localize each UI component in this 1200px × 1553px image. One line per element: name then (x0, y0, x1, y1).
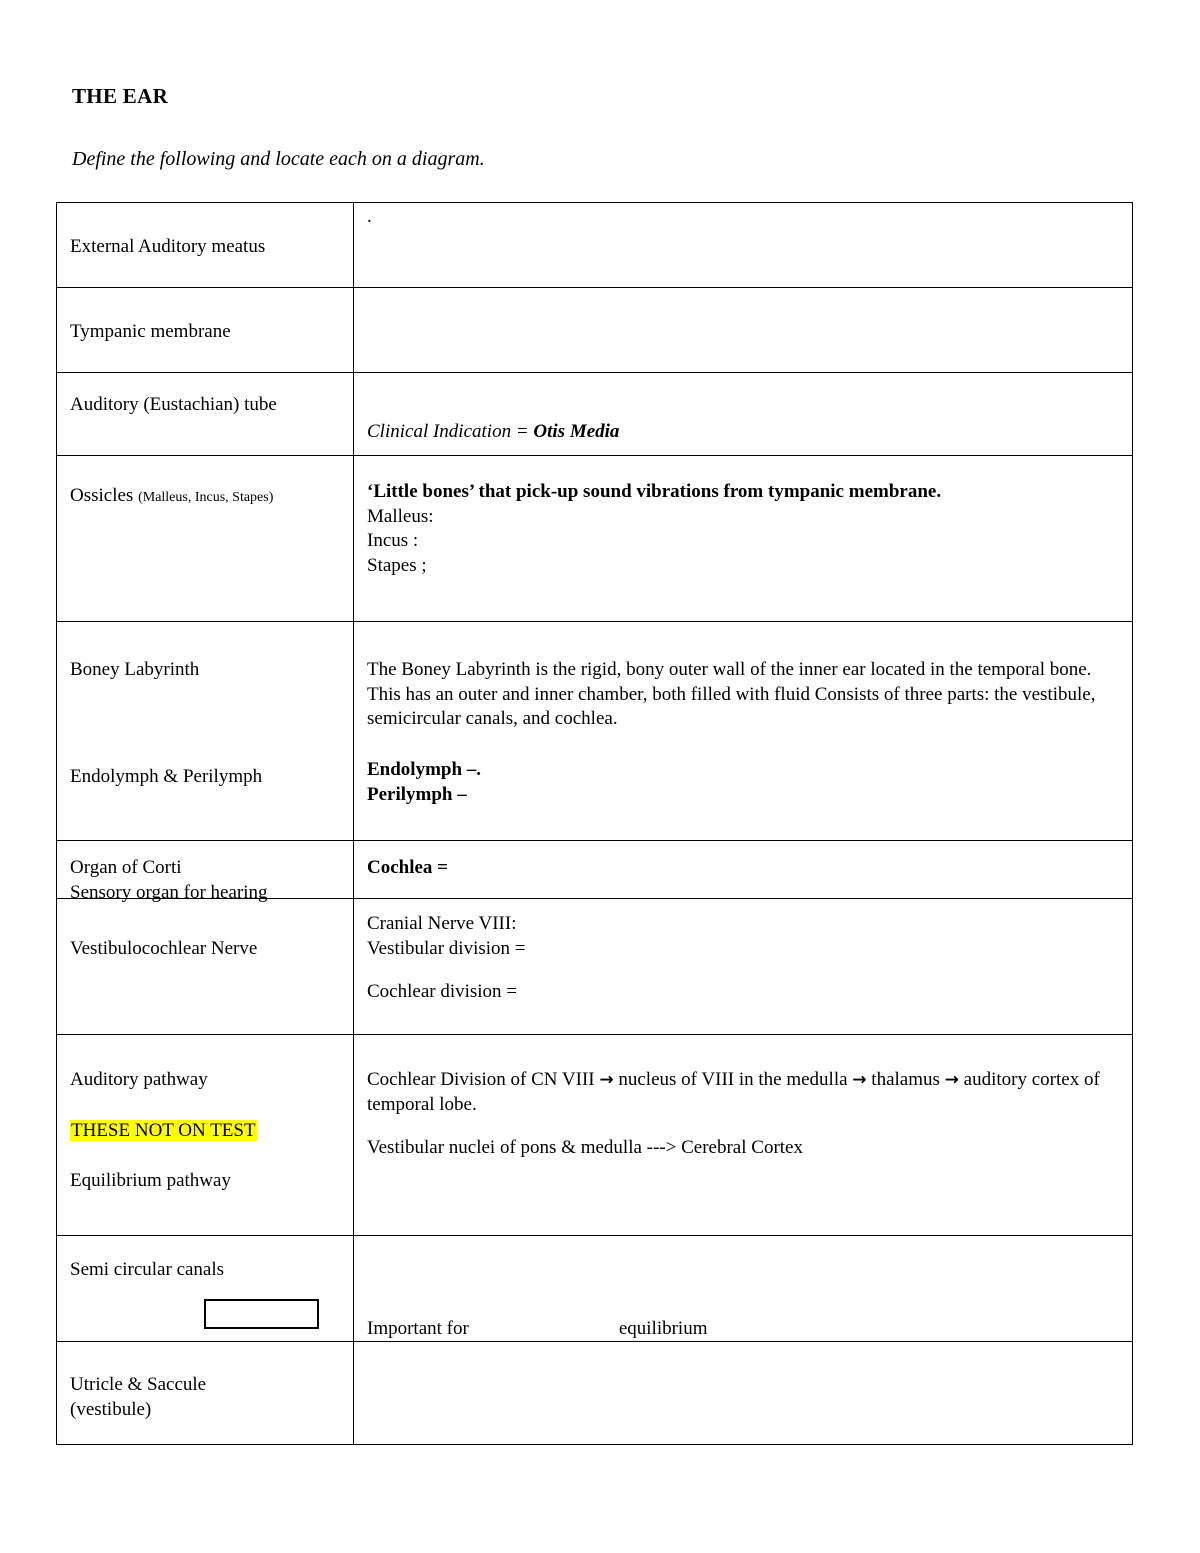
cochlear-division-line: Cochlear division = (367, 981, 518, 1003)
row-label-cell (57, 1342, 354, 1445)
right-arrow-icon: → (599, 1070, 614, 1090)
term-label-detail: (Malleus, Incus, Stapes) (138, 490, 274, 505)
important-for-label: Important for (367, 1318, 469, 1339)
term-label: Semi circular canals (70, 1259, 225, 1280)
row-label-cell (57, 203, 354, 288)
right-arrow-icon: → (944, 1070, 959, 1090)
boney-labyrinth-definition: The Boney Labyrinth is the rigid, bony outer wall of the inner ear located in the temporal bone. This has an outer and inner chamber, both filled with fluid Consists of three parts: the vestibule, semicircular canals, and cochlea. (367, 659, 1096, 730)
clinical-indication-label: Clinical Indication = (367, 421, 534, 442)
term-label-main: Ossicles (70, 485, 139, 506)
endolymph-line: Endolymph –. (367, 759, 482, 781)
row-label-cell (57, 456, 354, 622)
answer-box[interactable] (204, 1299, 319, 1329)
page-title: THE EAR (72, 84, 169, 108)
table-row (57, 203, 1133, 288)
table-row (57, 1035, 1133, 1236)
equilibrium-pathway-line: Vestibular nuclei of pons & medulla ---> Cerebral Cortex (367, 1137, 803, 1159)
highlighted-note (70, 1119, 343, 1144)
perilymph-line: Perilymph – (367, 783, 467, 805)
malleus-line: Malleus: (367, 505, 434, 527)
row-content-cell[interactable] (354, 1236, 1133, 1342)
row-label-cell (57, 622, 354, 841)
table-row (57, 373, 1133, 456)
term-label: Auditory pathway (70, 1069, 208, 1090)
term-label-secondary: Endolymph & Perilymph (70, 765, 263, 787)
row-label-cell (57, 288, 354, 373)
term-label-secondary: Equilibrium pathway (70, 1170, 231, 1192)
term-label: Auditory (Eustachian) tube (70, 394, 277, 415)
incus-line: Incus : (367, 530, 419, 552)
auditory-pathway-line: Cochlear Division of CN VIII → nucleus of VIII in the medulla → thalamus → auditory cortex of temporal lobe. (367, 1069, 1100, 1115)
table-row (57, 899, 1133, 1035)
row-label-cell (57, 1236, 354, 1342)
row-content-cell[interactable] (354, 899, 1133, 1035)
term-label: Vestibulocochlear Nerve (70, 938, 258, 959)
row-label-cell (57, 1035, 354, 1236)
table-row (57, 288, 1133, 373)
clinical-indication-line (367, 420, 1122, 445)
term-label (70, 484, 343, 509)
term-label: Tympanic membrane (70, 321, 231, 342)
term-label: Boney Labyrinth (70, 659, 200, 680)
ear-definitions-table (56, 202, 1133, 1445)
stapes-line: Stapes ; (367, 555, 427, 577)
ossicles-definition: ‘Little bones’ that pick-up sound vibrations from tympanic membrane. (367, 481, 942, 502)
cochlea-line: Cochlea = (367, 857, 449, 878)
term-label: Organ of Corti (70, 857, 182, 878)
term-label-secondary: Sensory organ for hearing (70, 881, 268, 903)
table-row (57, 1236, 1133, 1342)
table-row (57, 1342, 1133, 1445)
term-label: Utricle & Saccule (70, 1374, 207, 1395)
term-label-secondary: (vestibule) (70, 1398, 152, 1420)
right-arrow-icon: → (852, 1070, 867, 1090)
row-label-cell (57, 373, 354, 456)
row-content-cell[interactable] (354, 1342, 1133, 1445)
row-content-cell[interactable] (354, 288, 1133, 373)
table-row (57, 841, 1133, 899)
page-subtitle: Define the following and locate each on a diagram. (72, 148, 485, 170)
vestibular-division-line: Vestibular division = (367, 937, 526, 959)
row-content-cell[interactable] (354, 841, 1133, 899)
table-row (57, 622, 1133, 841)
row-content-cell[interactable] (354, 622, 1133, 841)
row-content-cell[interactable] (354, 1035, 1133, 1236)
term-label: External Auditory meatus (70, 236, 266, 257)
table-row (57, 456, 1133, 622)
cranial-nerve-line: Cranial Nerve VIII: (367, 913, 517, 934)
row-label-cell (57, 841, 354, 903)
highlighted-note-text: THESE NOT ON TEST (71, 1119, 256, 1141)
row-label-cell (57, 899, 354, 1035)
equilibrium-word: equilibrium (618, 1318, 708, 1339)
important-for-line (367, 1317, 1122, 1342)
row-content-cell[interactable] (354, 373, 1133, 456)
period-mark: . (367, 206, 372, 227)
row-content-cell[interactable] (354, 203, 1133, 288)
row-content-cell[interactable] (354, 456, 1133, 622)
clinical-indication-value: Otis Media (533, 421, 620, 442)
